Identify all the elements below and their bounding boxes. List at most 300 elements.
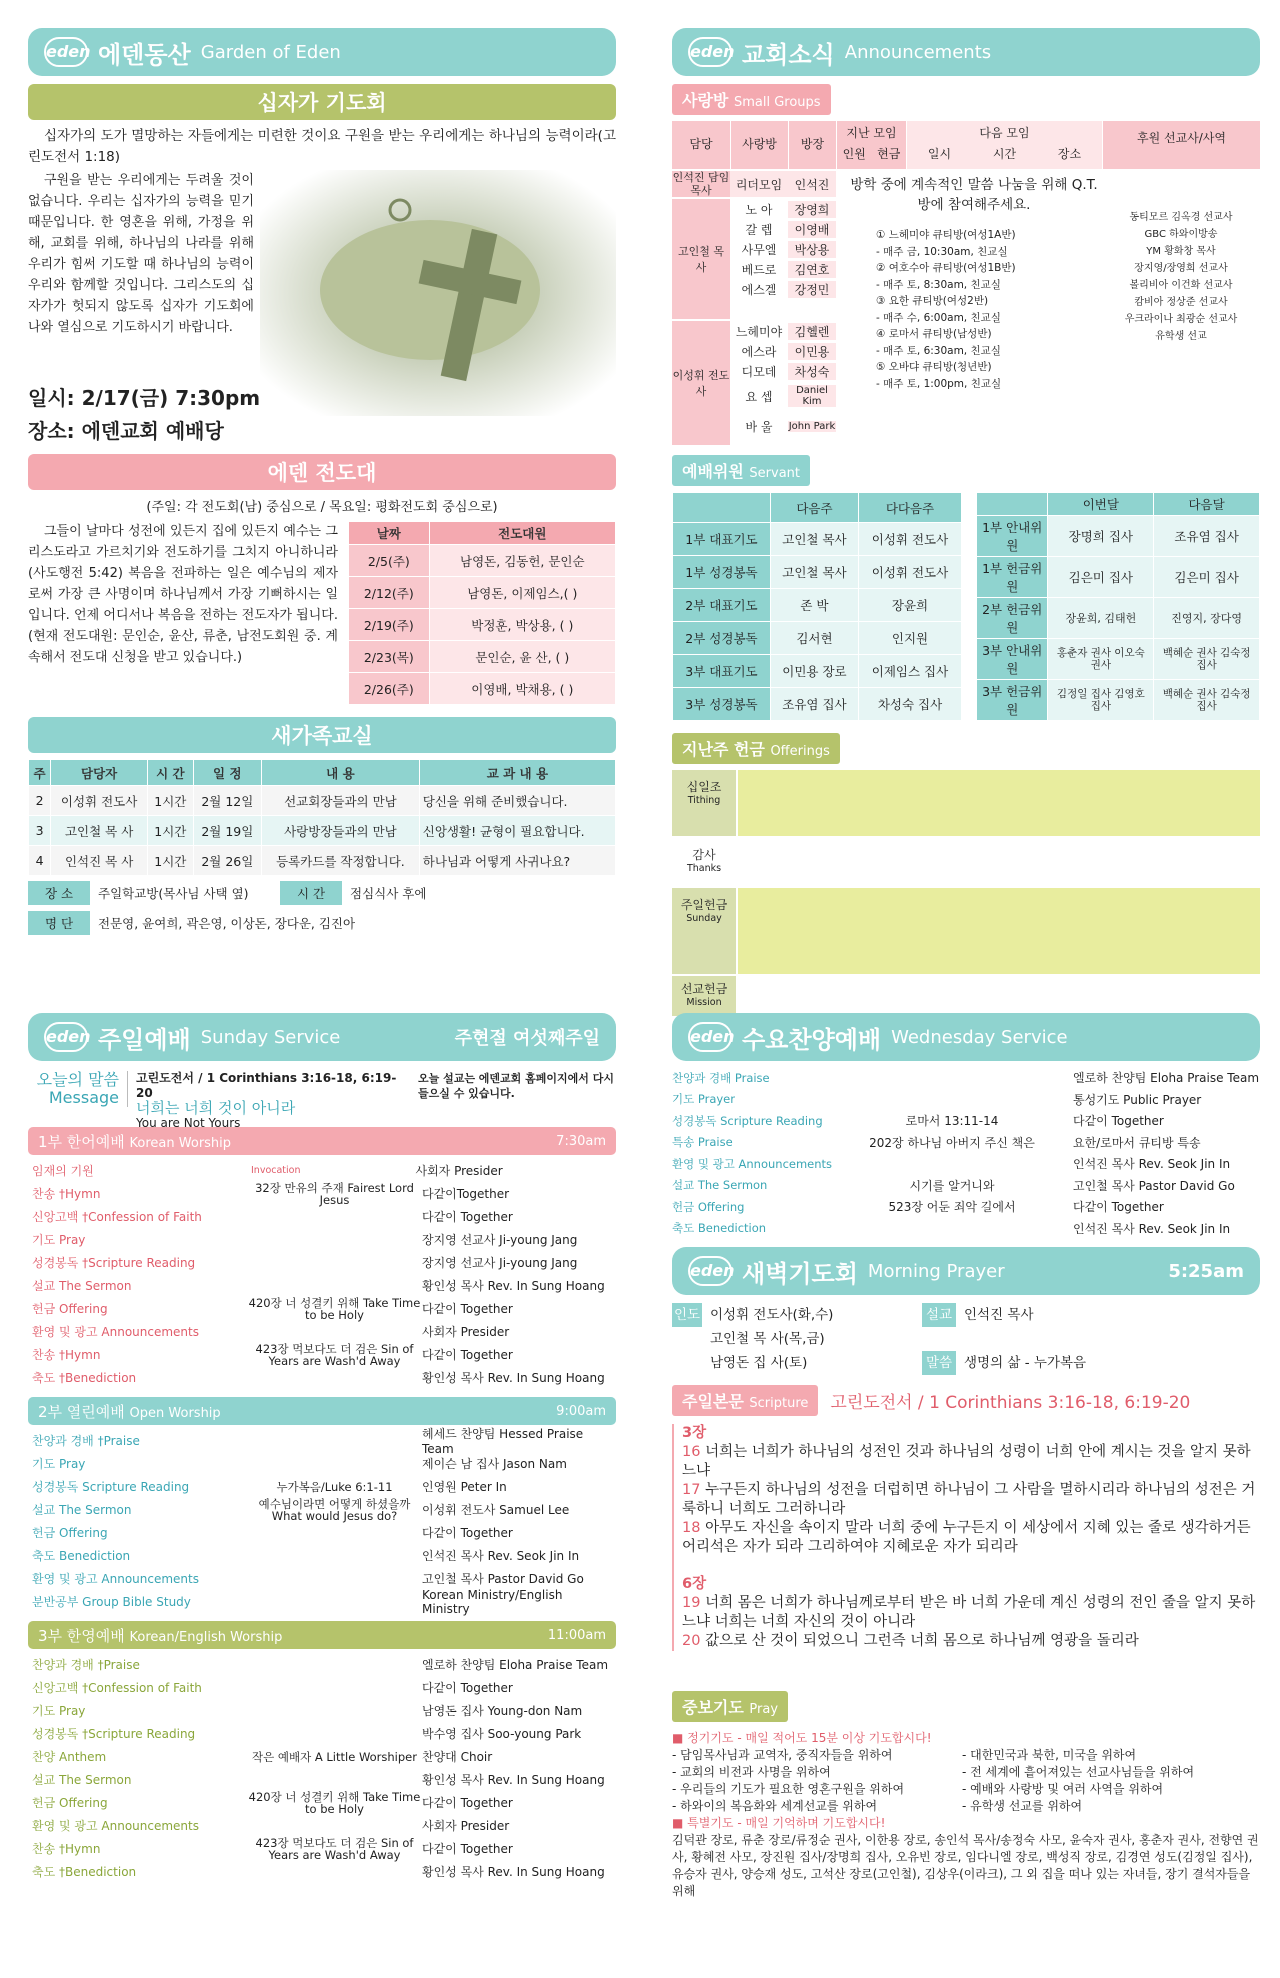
- order-item-detail: 32장 만유의 주재 Fairest Lord Jesus: [255, 1180, 414, 1207]
- offering-label: 십일조: [686, 780, 722, 794]
- leader-cell: 고인철 목 사: [672, 199, 730, 319]
- table-cell: 백혜순 권사 김숙정 집사: [1154, 680, 1260, 721]
- table-header: 일 정: [193, 760, 262, 786]
- order-person: 다같이 Together: [1073, 1114, 1164, 1129]
- table-cell: 이성휘 전도사: [858, 556, 961, 589]
- servant-tag: [672, 455, 810, 486]
- service1-title-en: Korean Worship: [129, 1135, 232, 1151]
- order-item: [32, 1676, 612, 1699]
- announcements-column: [672, 28, 1260, 1016]
- prayer-verse: 십자가의 도가 멸망하는 자들에게는 미련한 것이요 구원을 받는 우리에게는 하나님의 능력이라(고린도전서 1:18): [28, 128, 616, 165]
- offering-label: 선교헌금: [680, 982, 728, 996]
- table-cell: 고인철 목사: [770, 523, 858, 556]
- scripture-tag: [672, 1385, 818, 1416]
- evangelism-body: 그들이 날마다 성전에 있든지 집에 있든지 예수는 그리스도라고 가르치기와 전도하기를 그치지 아니하니라(사도행전 5:42) 복음을 전파하는 일은 예수님의 제자로써 가장 큰 사명이며 하나님께서 가장 기뻐하시는 일입니다. 언제 어디서나 복음을 전하는 전도자가 됩니다. (현재 전도대원: 문인순, 윤산, 류춘, 남전도회원 중. 계속해서 전도대 신청을 받고 있습니다.): [28, 524, 338, 665]
- morning-title-en: Morning Prayer: [867, 1260, 1005, 1282]
- service2-header: [28, 1397, 616, 1425]
- order-person: 다같이 Together: [1073, 1200, 1164, 1215]
- order-person: 고인철 목사 Pastor David Go: [1073, 1178, 1235, 1193]
- table-cell: 장윤희, 김태헌: [1048, 598, 1154, 639]
- captain-cell: 강정민: [788, 281, 836, 298]
- captain-cell: 김연호: [788, 261, 836, 278]
- service3-time: 11:00am: [547, 1627, 606, 1643]
- order-label: 찬양 Anthem: [32, 1750, 107, 1764]
- lead-label: 인도: [672, 1303, 702, 1327]
- order-person: 이성휘 전도사 Samuel Lee: [422, 1503, 570, 1517]
- offering-label-en: Thanks: [686, 863, 722, 874]
- service1-title: 1부 한어예배: [38, 1132, 125, 1151]
- table-cell: 2/23(목): [349, 641, 430, 673]
- order-label: 축도 †Benediction: [32, 1371, 137, 1385]
- service2-title-en: Open Worship: [129, 1405, 221, 1421]
- message-title: 너희는 너희 것이 아니라: [136, 1099, 296, 1117]
- group-cell: 디모데: [741, 364, 777, 379]
- order-label: 헌금 Offering: [672, 1199, 745, 1214]
- order-person: 다같이Together: [422, 1187, 510, 1201]
- verse-text: 누구든지 하나님의 성전을 더럽히면 하나님이 그 사람을 멸하시리라 하나님의 성전은 거룩하니 너희도 그러하니라: [682, 1482, 1256, 1517]
- order-item: [32, 1498, 612, 1521]
- table-cell: 이성휘 전도사: [51, 786, 148, 816]
- order-label: 분반공부 Group Bible Study: [32, 1595, 191, 1609]
- place-value: 주일학교방(목사님 사택 옆): [98, 886, 249, 901]
- order-person: 황인성 목사 Rev. In Sung Hoang: [422, 1371, 605, 1385]
- order-item: [672, 1218, 1260, 1240]
- qt-line: ③ 요한 큐티방(여성2반): [876, 295, 989, 307]
- word-label: 말씀: [922, 1351, 956, 1375]
- mission-item: GBC 하와이방송: [1144, 229, 1218, 240]
- prayer-place: 장소: 에덴교회 예배당: [28, 419, 224, 443]
- verse-text: 너희 몸은 너희가 하나님께로부터 받은 바 너희 가운데 계신 성령의 전인 줄을 알지 못하느냐 너희는 너희 자신의 것이 아니라: [682, 1595, 1256, 1630]
- order-item-detail: 로마서 13:11-14: [905, 1114, 999, 1129]
- order-item: [32, 1297, 612, 1320]
- service1-time: 7:30am: [556, 1133, 606, 1149]
- table-header: 지난 모임: [846, 126, 897, 140]
- order-item: [32, 1814, 612, 1837]
- group-cell: 사무엘: [741, 242, 777, 257]
- announcements-title-en: Announcements: [844, 41, 992, 63]
- verse-number: 19: [682, 1595, 701, 1611]
- order-item: [32, 1475, 612, 1498]
- order-item: [32, 1860, 612, 1883]
- prayer-item: - 담임목사님과 교역자, 중직자들을 위하여: [672, 1748, 893, 1762]
- order-label: 설교 The Sermon: [32, 1503, 132, 1517]
- order-person: 남영돈 집사 Young-don Nam: [422, 1704, 583, 1718]
- table-header: 다음주: [770, 493, 858, 523]
- order-item: [32, 1182, 612, 1205]
- order-item: [32, 1791, 612, 1814]
- order-label: 찬양과 경배 †Praise: [32, 1658, 140, 1672]
- order-person: 다같이 Together: [422, 1681, 513, 1695]
- captain-cell: 인석진: [794, 177, 830, 192]
- order-item: [32, 1205, 612, 1228]
- table-cell: 고인철 목사: [770, 556, 858, 589]
- offerings-label-en: Offerings: [770, 744, 830, 759]
- evangelism-table: [348, 521, 616, 705]
- small-groups-message: 방학 중에 계속적인 말씀 나눔을 위해 Q.T.방에 참여해주세요.: [850, 177, 1098, 213]
- table-cell: 사랑방장들과의 만남: [262, 816, 420, 846]
- morning-header: [672, 1247, 1260, 1295]
- sermon-value: 인석진 목사: [964, 1307, 1034, 1323]
- service3-title: 3부 한영예배: [38, 1626, 125, 1645]
- prayer-item: - 하와이의 복음화와 세계선교를 위하여: [672, 1799, 878, 1813]
- verse-number: 16: [682, 1444, 701, 1460]
- list-value: 전문영, 윤여희, 곽은영, 이상돈, 장다운, 김진아: [98, 916, 356, 931]
- order-label: 기도 Pray: [32, 1457, 86, 1471]
- order-person: 찬양대 Choir: [422, 1750, 493, 1764]
- table-header: 담당: [672, 121, 730, 169]
- order-person: 황인성 목사 Rev. In Sung Hoang: [422, 1279, 605, 1293]
- verse-number: 17: [682, 1482, 701, 1498]
- order-label: 기도 Pray: [32, 1704, 86, 1718]
- offering-amount: [738, 770, 1260, 836]
- message-label-en: Message: [48, 1088, 119, 1107]
- prayer-item: - 예배와 사랑방 및 여러 사역을 위하여: [962, 1782, 1164, 1796]
- qt-line: ⑤ 오바댜 큐티방(청년반): [876, 361, 992, 373]
- offering-label-en: Sunday: [686, 913, 722, 924]
- table-cell: 1부 헌금위원: [977, 557, 1048, 598]
- order-person: 박수영 집사 Soo-young Park: [422, 1727, 582, 1741]
- pray-label: 중보기도: [682, 1698, 744, 1717]
- order-label: 성경봉독 Scripture Reading: [32, 1480, 190, 1494]
- offerings-label: 지난주 헌금: [682, 740, 765, 759]
- order-person: 인석진 목사 Rev. Seok Jin In: [422, 1549, 580, 1563]
- captain-cell: John Park: [788, 420, 836, 432]
- group-cell: 에스겔: [741, 282, 777, 297]
- order-item: [672, 1089, 1260, 1111]
- qt-line: ① 느헤미야 큐티방(여성1A반): [876, 229, 1016, 241]
- order-item-detail: 423장 먹보다도 더 검은 Sin of Years are Wash'd Away: [255, 1835, 414, 1862]
- table-cell: 1부 안내위원: [977, 516, 1048, 557]
- table-cell: 인지원: [858, 622, 961, 655]
- table-cell: 조유염 집사: [1154, 516, 1260, 557]
- wednesday-title-en: Wednesday Service: [891, 1026, 1068, 1048]
- servant-table-1: [672, 492, 962, 721]
- qt-line: - 매주 토, 8:30am, 친교실: [876, 278, 1001, 291]
- table-cell: 1시간: [148, 816, 193, 846]
- prayer-item: - 전 세계에 흩어져있는 선교사님들을 위하여: [962, 1765, 1195, 1779]
- table-cell: 2: [29, 786, 51, 816]
- scripture-text: [672, 1424, 1260, 1651]
- small-groups-label-en: Small Groups: [733, 95, 821, 110]
- captain-cell: 박상용: [788, 241, 836, 258]
- order-label: 기도 Pray: [32, 1233, 86, 1247]
- wednesday-header: [672, 1013, 1260, 1061]
- eden-title-en: Garden of Eden: [200, 41, 341, 63]
- order-item-detail: 시기를 알거니와: [909, 1178, 995, 1193]
- table-cell: 2월 12일: [193, 786, 262, 816]
- order-item: [32, 1366, 612, 1389]
- qt-line: - 매주 토, 6:30am, 친교실: [876, 344, 1001, 357]
- table-cell: 김은미 집사: [1048, 557, 1154, 598]
- verse-text: 너희는 너희가 하나님의 성전인 것과 하나님의 성령이 너희 안에 계시는 것을 알지 못하느냐: [682, 1444, 1251, 1479]
- missionaries-list: [1102, 171, 1260, 445]
- table-cell: 이민용 장로: [770, 655, 858, 688]
- table-cell: 3부 대표기도: [673, 655, 771, 688]
- table-cell: 이영배, 박채용, ( ): [429, 673, 615, 705]
- small-groups-list: [672, 171, 836, 445]
- service2-title: 2부 열린예배: [38, 1402, 125, 1421]
- order-label: 찬양과 경배 Praise: [672, 1070, 770, 1085]
- order-item: [32, 1159, 612, 1182]
- chapter-label: 6장: [682, 1576, 707, 1592]
- table-header: 시 간: [148, 760, 193, 786]
- order-item: [32, 1251, 612, 1274]
- table-cell: 2월 19일: [193, 816, 262, 846]
- table-cell: 3부 성경봉독: [673, 687, 771, 720]
- eden-title: 에덴동산: [98, 40, 191, 69]
- announcements-title: 교회소식: [742, 40, 835, 69]
- lead-item: 남영돈 집 사(토): [710, 1355, 808, 1371]
- table-header: 시간: [992, 147, 1017, 161]
- order-person: 고인철 목사 Pastor David Go: [422, 1572, 584, 1586]
- order-item-detail: 423장 먹보다도 더 검은 Sin of Years are Wash'd Away: [255, 1341, 414, 1368]
- order-person: 인석진 목사 Rev. Seok Jin In: [1073, 1157, 1231, 1172]
- table-header: 주: [29, 760, 51, 786]
- col-date: 날짜: [349, 522, 430, 545]
- table-header: 인원: [842, 147, 866, 161]
- mission-item: 동티모르 김옥경 선교사: [1129, 212, 1233, 223]
- order-label: 설교 The Sermon: [32, 1279, 132, 1293]
- captain-cell: 이영배: [788, 221, 836, 238]
- qt-line: ④ 로마서 큐티방(남성반): [876, 328, 992, 340]
- captain-cell: Daniel Kim: [788, 385, 836, 407]
- prayer-meeting-title: 십자가 기도회: [28, 84, 616, 120]
- table-cell: 당신을 위해 준비했습니다.: [419, 786, 615, 816]
- order-item-detail: 누가복음/Luke 6:1-11: [276, 1479, 393, 1494]
- group-cell: 요 셉: [745, 389, 773, 404]
- special-prayer-names: 김덕관 장로, 류춘 장로/류정순 권사, 이한용 장로, 송인석 목사/송정숙 사모, 윤숙자 권사, 홍춘자 권사, 전향연 권사, 황혜전 사모, 장진원 집사/장명희 집사, 오유빈 장로, 임다니엘 장로, 백성직 장로, 김경연 성도(김정일 집사), 유승자 권사, 양승재 성도, 고석산 장로(고인철), 김상우(이라크), 그 외 집을 떠나 있는 자녀들, 장기 결석자들을 위해: [672, 1833, 1259, 1898]
- service3-order: [28, 1649, 616, 1883]
- table-cell: 1시간: [148, 846, 193, 876]
- group-cell: 갈 렙: [745, 222, 773, 237]
- table-cell: 2부 성경봉독: [673, 622, 771, 655]
- servant-label: 예배위원: [682, 462, 744, 481]
- place-label: 장 소: [28, 881, 90, 905]
- group-cell: 노 아: [745, 202, 773, 217]
- table-cell: 진영지, 장다영: [1154, 598, 1260, 639]
- order-label: 헌금 Offering: [32, 1796, 108, 1810]
- small-groups-label: 사랑방: [682, 91, 729, 110]
- regular-prayer-heading: ■ 정기기도 - 매일 적어도 15분 이상 기도합시다!: [672, 1731, 932, 1745]
- order-item: [672, 1175, 1260, 1197]
- servant-table-2: [976, 492, 1260, 721]
- order-label: 설교 The Sermon: [672, 1178, 768, 1193]
- order-person: 다같이 Together: [422, 1210, 513, 1224]
- table-cell: 2/19(주): [349, 609, 430, 641]
- table-cell: 신앙생활! 균형이 필요합니다.: [419, 816, 615, 846]
- order-item-detail: 202장 하나님 아버지 주신 책은: [869, 1135, 1035, 1150]
- table-cell: 남영돈, 김동헌, 문인순: [429, 545, 615, 577]
- offering-amount: [738, 976, 1260, 1016]
- prayer-item: - 유학생 선교를 위하여: [962, 1799, 1083, 1813]
- order-item: [32, 1274, 612, 1297]
- offering-label-en: Tithing: [687, 795, 721, 806]
- offering-label-en: Mission: [686, 997, 722, 1008]
- prayer-body: 구원을 받는 우리에게는 두려울 것이 없습니다. 우리는 십자가의 능력을 믿기 때문입니다. 한 영혼을 위해, 가정을 위해, 교회를 위해, 하나님의 나라를 위해 우리가 힘써 기도할 때 하나님의 능력이 우리와 함께할 것입니다. 그리스도의 십자가가 헛되지 않도록 십자가 기도회에 나와 열심으로 기도하시기 바랍니다.: [28, 173, 254, 335]
- order-item-detail: 420장 너 성결키 위해 Take Time to be Holy: [248, 1789, 421, 1816]
- group-cell: 베드로: [741, 262, 777, 277]
- order-person: 황인성 목사 Rev. In Sung Hoang: [422, 1773, 605, 1787]
- special-prayer-heading: ■ 특별기도 - 매일 기억하며 기도합시다!: [672, 1816, 886, 1830]
- mission-item: YM 황화창 목사: [1146, 246, 1216, 257]
- order-person: 다같이 Together: [422, 1302, 513, 1316]
- prayer-item: - 교회의 비전과 사명을 위하여: [672, 1765, 831, 1779]
- order-label: 찬양과 경배 †Praise: [32, 1434, 140, 1448]
- order-person: 사회자 Presider: [422, 1819, 510, 1833]
- order-label: 환영 및 광고 Announcements: [672, 1156, 833, 1171]
- table-header: 담당자: [51, 760, 148, 786]
- table-header: 사랑방: [730, 121, 788, 169]
- qt-line: - 매주 수, 6:00am, 친교실: [876, 311, 1001, 324]
- table-cell: 2월 26일: [193, 846, 262, 876]
- table-header: [977, 493, 1048, 516]
- offering-label: 주일헌금: [680, 898, 728, 912]
- table-cell: 선교회장들과의 만남: [262, 786, 420, 816]
- order-label: 환영 및 광고 Announcements: [32, 1819, 199, 1833]
- table-cell: 3부 안내위원: [977, 639, 1048, 680]
- small-groups-tag: [672, 84, 831, 115]
- order-item: [672, 1110, 1260, 1132]
- order-person: 엘로하 찬양팀 Eloha Praise Team: [422, 1658, 609, 1672]
- order-item: [32, 1699, 612, 1722]
- order-person: 다같이 Together: [422, 1348, 513, 1362]
- pray-label-en: Pray: [749, 1702, 779, 1717]
- order-person: Korean Ministry/English Ministry: [422, 1587, 563, 1616]
- order-person: 통성기도 Public Prayer: [1073, 1092, 1202, 1107]
- eden-header: [28, 28, 616, 76]
- morning-title: 새벽기도회: [742, 1259, 858, 1288]
- order-person: 장지영 선교사 Ji-young Jang: [422, 1256, 578, 1270]
- wednesday-column: [672, 1013, 1260, 1900]
- table-cell: 김정일 집사 김영호 집사: [1048, 680, 1154, 721]
- order-item: [32, 1722, 612, 1745]
- table-header: 이번달: [1048, 493, 1154, 516]
- order-label: 설교 The Sermon: [32, 1773, 132, 1787]
- order-item: [672, 1132, 1260, 1154]
- order-item-detail: 작은 예배자 A Little Worshiper: [252, 1749, 417, 1764]
- leader-cell: 이성휘 전도사: [672, 321, 730, 445]
- qt-line: - 매주 토, 1:00pm, 친교실: [876, 377, 1002, 390]
- table-cell: 존 박: [770, 589, 858, 622]
- service1-header: [28, 1127, 616, 1155]
- sunday-title: 주일예배: [98, 1025, 191, 1054]
- offerings-tag: [672, 733, 840, 764]
- eden-logo-icon: eden: [688, 1256, 732, 1286]
- prayer-item: - 대한민국과 북한, 미국을 위하여: [962, 1748, 1137, 1762]
- praying-hands-cross-image: [260, 170, 616, 416]
- captain-cell: 차성숙: [788, 363, 836, 380]
- message-label: 오늘의 말씀: [36, 1070, 119, 1089]
- word-value: 생명의 삶 - 누가복음: [964, 1355, 1087, 1371]
- morning-time: 5:25am: [1168, 1260, 1244, 1282]
- table-cell: 4: [29, 846, 51, 876]
- order-item-detail: 예수님이라면 어떻게 하셨을까 What would Jesus do?: [258, 1496, 411, 1523]
- table-cell: 등록카드를 작정합니다.: [262, 846, 420, 876]
- message-ref: 고린도전서 / 1 Corinthians 3:16-18, 6:19-20: [136, 1071, 397, 1100]
- order-item-detail: 420장 너 성결키 위해 Take Time to be Holy: [248, 1295, 421, 1322]
- captain-cell: 김헬렌: [788, 323, 836, 340]
- table-header: 다음달: [1154, 493, 1260, 516]
- service1-order: [28, 1155, 616, 1389]
- order-person: 다같이 Together: [422, 1796, 513, 1810]
- table-cell: 1부 성경봉독: [673, 556, 771, 589]
- order-label: 찬송 †Hymn: [32, 1348, 101, 1362]
- offering-label: 감사: [692, 848, 716, 862]
- table-cell: 조유염 집사: [770, 687, 858, 720]
- table-cell: 이성휘 전도사: [858, 523, 961, 556]
- mission-item: 볼리비아 이건화 선교사: [1129, 280, 1233, 291]
- evangelism-title: 에덴 전도대: [28, 454, 616, 490]
- table-header: 다음 모임: [979, 126, 1030, 140]
- order-person: 사회자 Presider: [422, 1325, 510, 1339]
- table-cell: 장윤희: [858, 589, 961, 622]
- table-cell: 김서현: [770, 622, 858, 655]
- table-cell: 1시간: [148, 786, 193, 816]
- prayer-item: - 우리들의 기도가 필요한 영혼구원을 위하여: [672, 1782, 905, 1796]
- order-person: 인석진 목사 Rev. Seok Jin In: [1073, 1221, 1231, 1236]
- table-cell: 백혜순 권사 김숙정 집사: [1154, 639, 1260, 680]
- table-header: 내 용: [262, 760, 420, 786]
- order-person: 사회자 Presider: [415, 1164, 503, 1178]
- order-label: 찬송 †Hymn: [32, 1187, 101, 1201]
- table-header: [673, 493, 771, 523]
- order-label: 헌금 Offering: [32, 1302, 108, 1316]
- message-title-en: You are Not Yours: [136, 1116, 241, 1130]
- table-cell: 이제임스 집사: [858, 655, 961, 688]
- verse-number: 18: [682, 1520, 701, 1536]
- order-label: 성경봉독 †Scripture Reading: [32, 1256, 196, 1270]
- table-cell: 하나님과 어떻게 사귀나요?: [419, 846, 615, 876]
- table-cell: 인석진 목 사: [51, 846, 148, 876]
- new-family-table: [28, 759, 616, 876]
- offering-amount: [738, 838, 1260, 886]
- order-label: 찬송 †Hymn: [32, 1842, 101, 1856]
- order-person: 다같이 Together: [422, 1526, 513, 1540]
- table-header: 다다음주: [858, 493, 961, 523]
- pray-tag: [672, 1691, 788, 1722]
- order-item: [32, 1521, 612, 1544]
- table-header: 교 과 내 용: [419, 760, 615, 786]
- order-label: 임재의 기원: [32, 1164, 94, 1178]
- eden-logo-icon: eden: [44, 37, 88, 67]
- scripture-ref: 고린도전서 / 1 Corinthians 3:16-18, 6:19-20: [830, 1393, 1191, 1413]
- verse-number: 20: [682, 1633, 701, 1649]
- table-cell: 2/5(주): [349, 545, 430, 577]
- evangelism-subtitle: (주일: 각 전도회(남) 중심으로 / 목요일: 평화전도회 중심으로): [146, 500, 498, 515]
- table-cell: 홍춘자 권사 이오숙 권사: [1048, 639, 1154, 680]
- qt-schedule: [846, 227, 1102, 392]
- table-cell: 1부 대표기도: [673, 523, 771, 556]
- mission-item: 유학생 선교: [1155, 331, 1207, 342]
- order-person: 인영원 Peter In: [422, 1480, 507, 1494]
- chapter-label: 3장: [682, 1425, 707, 1441]
- wednesday-title: 수요찬양예배: [742, 1025, 882, 1054]
- group-cell: 에스라: [741, 344, 777, 359]
- mission-item: 우크라이나 최광순 선교사: [1124, 314, 1238, 325]
- eden-column: [28, 28, 616, 936]
- order-item: [32, 1452, 612, 1475]
- order-label: 축도 Benediction: [32, 1549, 131, 1563]
- order-label: 기도 Prayer: [672, 1092, 735, 1107]
- prayer-list: [672, 1730, 1260, 1900]
- order-label: 성경봉독 †Scripture Reading: [32, 1727, 196, 1741]
- lead-item: 이성휘 전도사(화,수): [710, 1307, 834, 1323]
- offerings-table: [672, 770, 1260, 1016]
- order-item: [32, 1837, 612, 1860]
- table-cell: 3부 헌금위원: [977, 680, 1048, 721]
- order-person: 요한/로마서 큐티방 특송: [1073, 1135, 1201, 1150]
- order-label: 성경봉독 Scripture Reading: [672, 1113, 823, 1128]
